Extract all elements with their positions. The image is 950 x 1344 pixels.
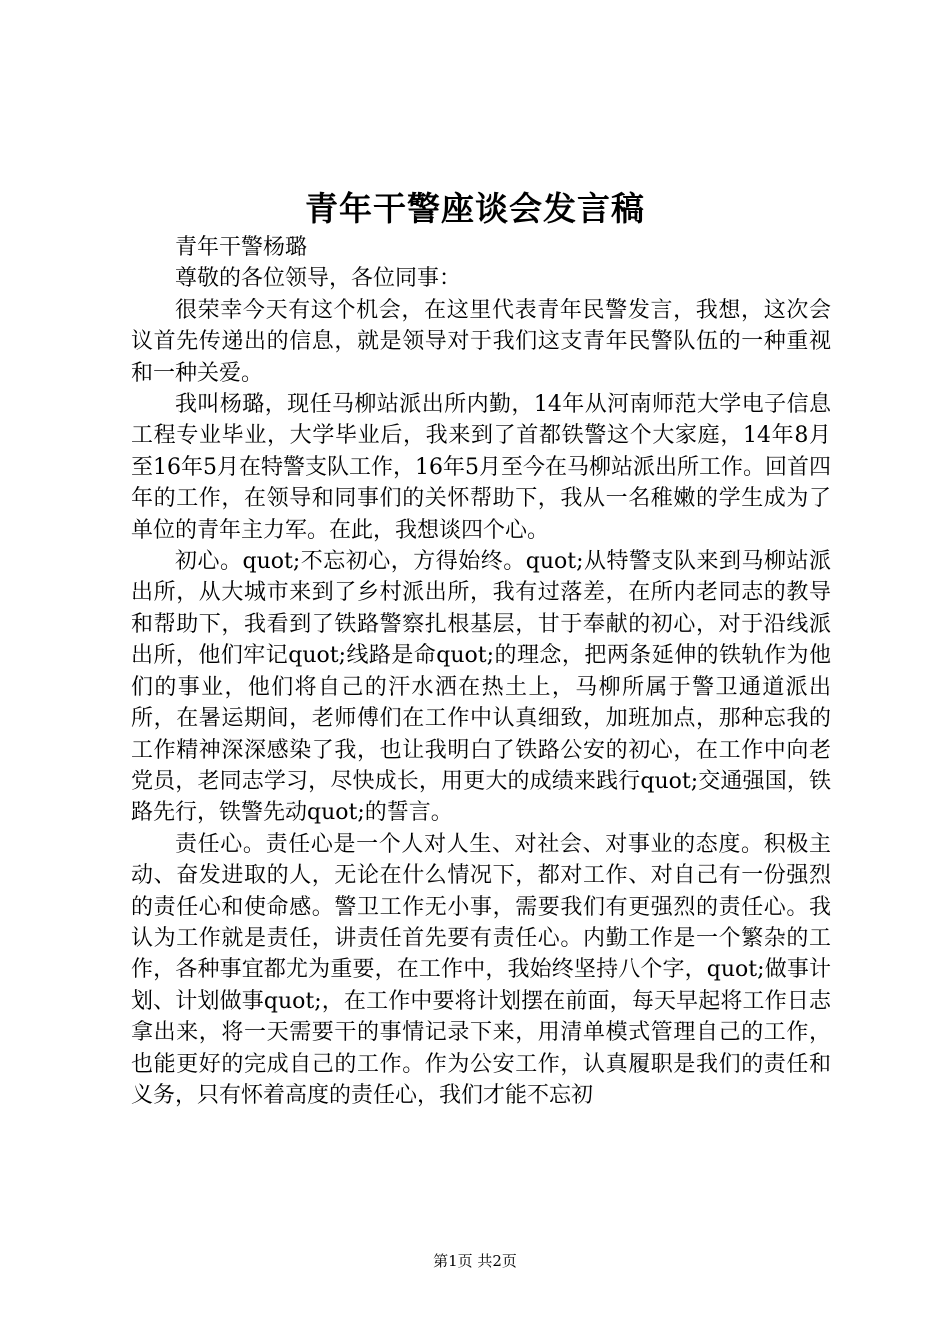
- author-line: 青年干警杨璐: [175, 235, 308, 260]
- document-body: [131, 232, 831, 1111]
- paragraph-intro: 很荣幸今天有这个机会，在这里代表青年民警发言，我想，这次会议首先传递出的信息，就是领导对于我们这支青年民警队伍的一种重视和一种关爱。: [131, 297, 831, 386]
- salutation: 尊敬的各位领导，各位同事：: [175, 266, 462, 292]
- page-number-footer: 第1页 共2页: [433, 1252, 517, 1270]
- document-title: 青年干警座谈会发言稿: [305, 189, 645, 228]
- paragraph-responsibility: 责任心。责任心是一个人对人生、对社会、对事业的态度。积极主动、奋发进取的人，无论在什么情况下，都对工作、对自己有一份强烈的责任心和使命感。警卫工作无小事，需要我们有更强烈的责任心。我认为工作就是责任，讲责任首先要有责任心。内勤工作是一个繁杂的工作，各种事宜都尤为重要，在工作中，我始终坚持八个字，quot;做事计划、计划做事quot;，在工作中要将计划摆在前面，每天早起将工作日志拿出来，将一天需要干的事情记录下来，用清单模式管理自己的工作，也能更好的完成自己的工作。作为公安工作，认真履职是我们的责任和义务，只有怀着高度的责任心，我们才能不忘初: [131, 831, 831, 1108]
- paragraph-original-aspiration: 初心。quot;不忘初心，方得始终。quot;从特警支队来到马柳站派出所，从大城市来到了乡村派出所，我有过落差，在所内老同志的教导和帮助下，我看到了铁路警察扎根基层，甘于奉献的初心，对于沿线派出所，他们牢记quot;线路是命quot;的理念，把两条延伸的铁轨作为他们的事业，他们将自己的汗水洒在热土上，马柳所属于警卫通道派出所，在暑运期间，老师傅们在工作中认真细致，加班加点，那种忘我的工作精神深深感染了我，也让我明白了铁路公安的初心，在工作中向老党员，老同志学习，尽快成长，用更大的成绩来践行quot;交通强国，铁路先行，铁警先动quot;的誓言。: [131, 549, 831, 826]
- paragraph-self-introduction: 我叫杨璐，现任马柳站派出所内勤，14年从河南师范大学电子信息工程专业毕业，大学毕业后，我来到了首都铁警这个大家庭，14年8月至16年5月在特警支队工作，16年5月至今在马柳站派出所工作。回首四年的工作，在领导和同事们的关怀帮助下，我从一名稚嫩的学生成为了单位的青年主力军。在此，我想谈四个心。: [131, 392, 831, 543]
